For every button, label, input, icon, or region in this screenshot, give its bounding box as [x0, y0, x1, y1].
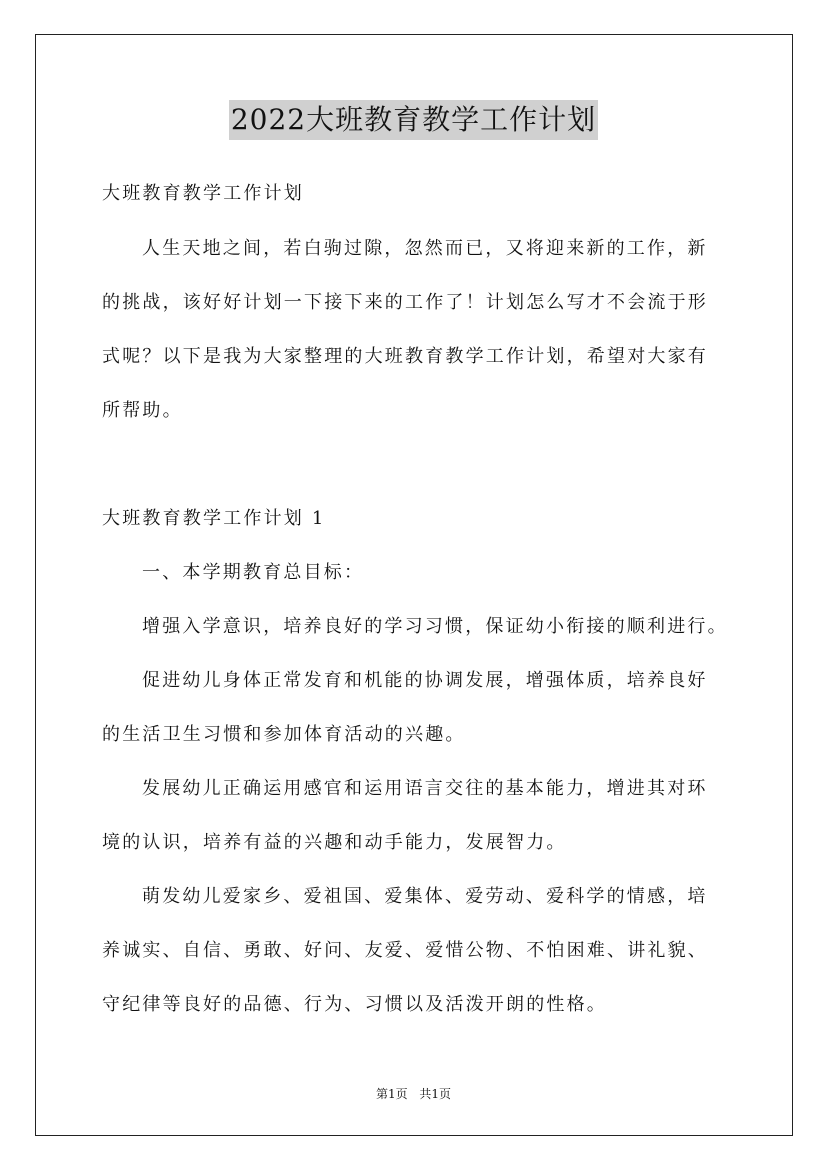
goal4-line-3: 守纪律等良好的品德、行为、习惯以及活泼开朗的性格。 — [102, 994, 607, 1015]
goal4-line-1: 萌发幼儿爱家乡、爱祖国、爱集体、爱劳动、爱科学的情感，培 — [142, 886, 708, 907]
goal3-line-1: 发展幼儿正确运用感官和运用语言交往的基本能力，增进其对环 — [142, 778, 708, 799]
intro-line-3: 式呢？以下是我为大家整理的大班教育教学工作计划，希望对大家有 — [102, 346, 708, 367]
section-heading: 大班教育教学工作计划 1 — [102, 508, 326, 529]
goal1-line-1: 增强入学意识，培养良好的学习习惯，保证幼小衔接的顺利进行。 — [142, 616, 728, 637]
goal2-line-2: 的生活卫生习惯和参加体育活动的兴趣。 — [102, 724, 466, 745]
goal3-line-2: 境的认识，培养有益的兴趣和动手能力，发展智力。 — [102, 832, 567, 853]
intro-line-2: 的挑战，该好好计划一下接下来的工作了！计划怎么写才不会流于形 — [102, 292, 708, 313]
page-number: 第1页 — [375, 1087, 408, 1101]
intro-line-4: 所帮助。 — [102, 400, 183, 421]
intro-line-1: 人生天地之间，若白驹过隙，忽然而已，又将迎来新的工作，新 — [142, 238, 708, 259]
title-container — [0, 100, 827, 140]
page-footer — [0, 1085, 827, 1102]
goal4-line-2: 养诚实、自信、勇敢、好问、友爱、爱惜公物、不怕困难、讲礼貌、 — [102, 940, 708, 961]
item-heading: 一、本学期教育总目标： — [142, 562, 365, 583]
goal2-line-1: 促进幼儿身体正常发育和机能的协调发展，增强体质，培养良好 — [142, 670, 708, 691]
subtitle: 大班教育教学工作计划 — [102, 183, 304, 204]
document-title: 2022大班教育教学工作计划 — [229, 100, 598, 140]
page-total: 共1页 — [419, 1087, 452, 1101]
